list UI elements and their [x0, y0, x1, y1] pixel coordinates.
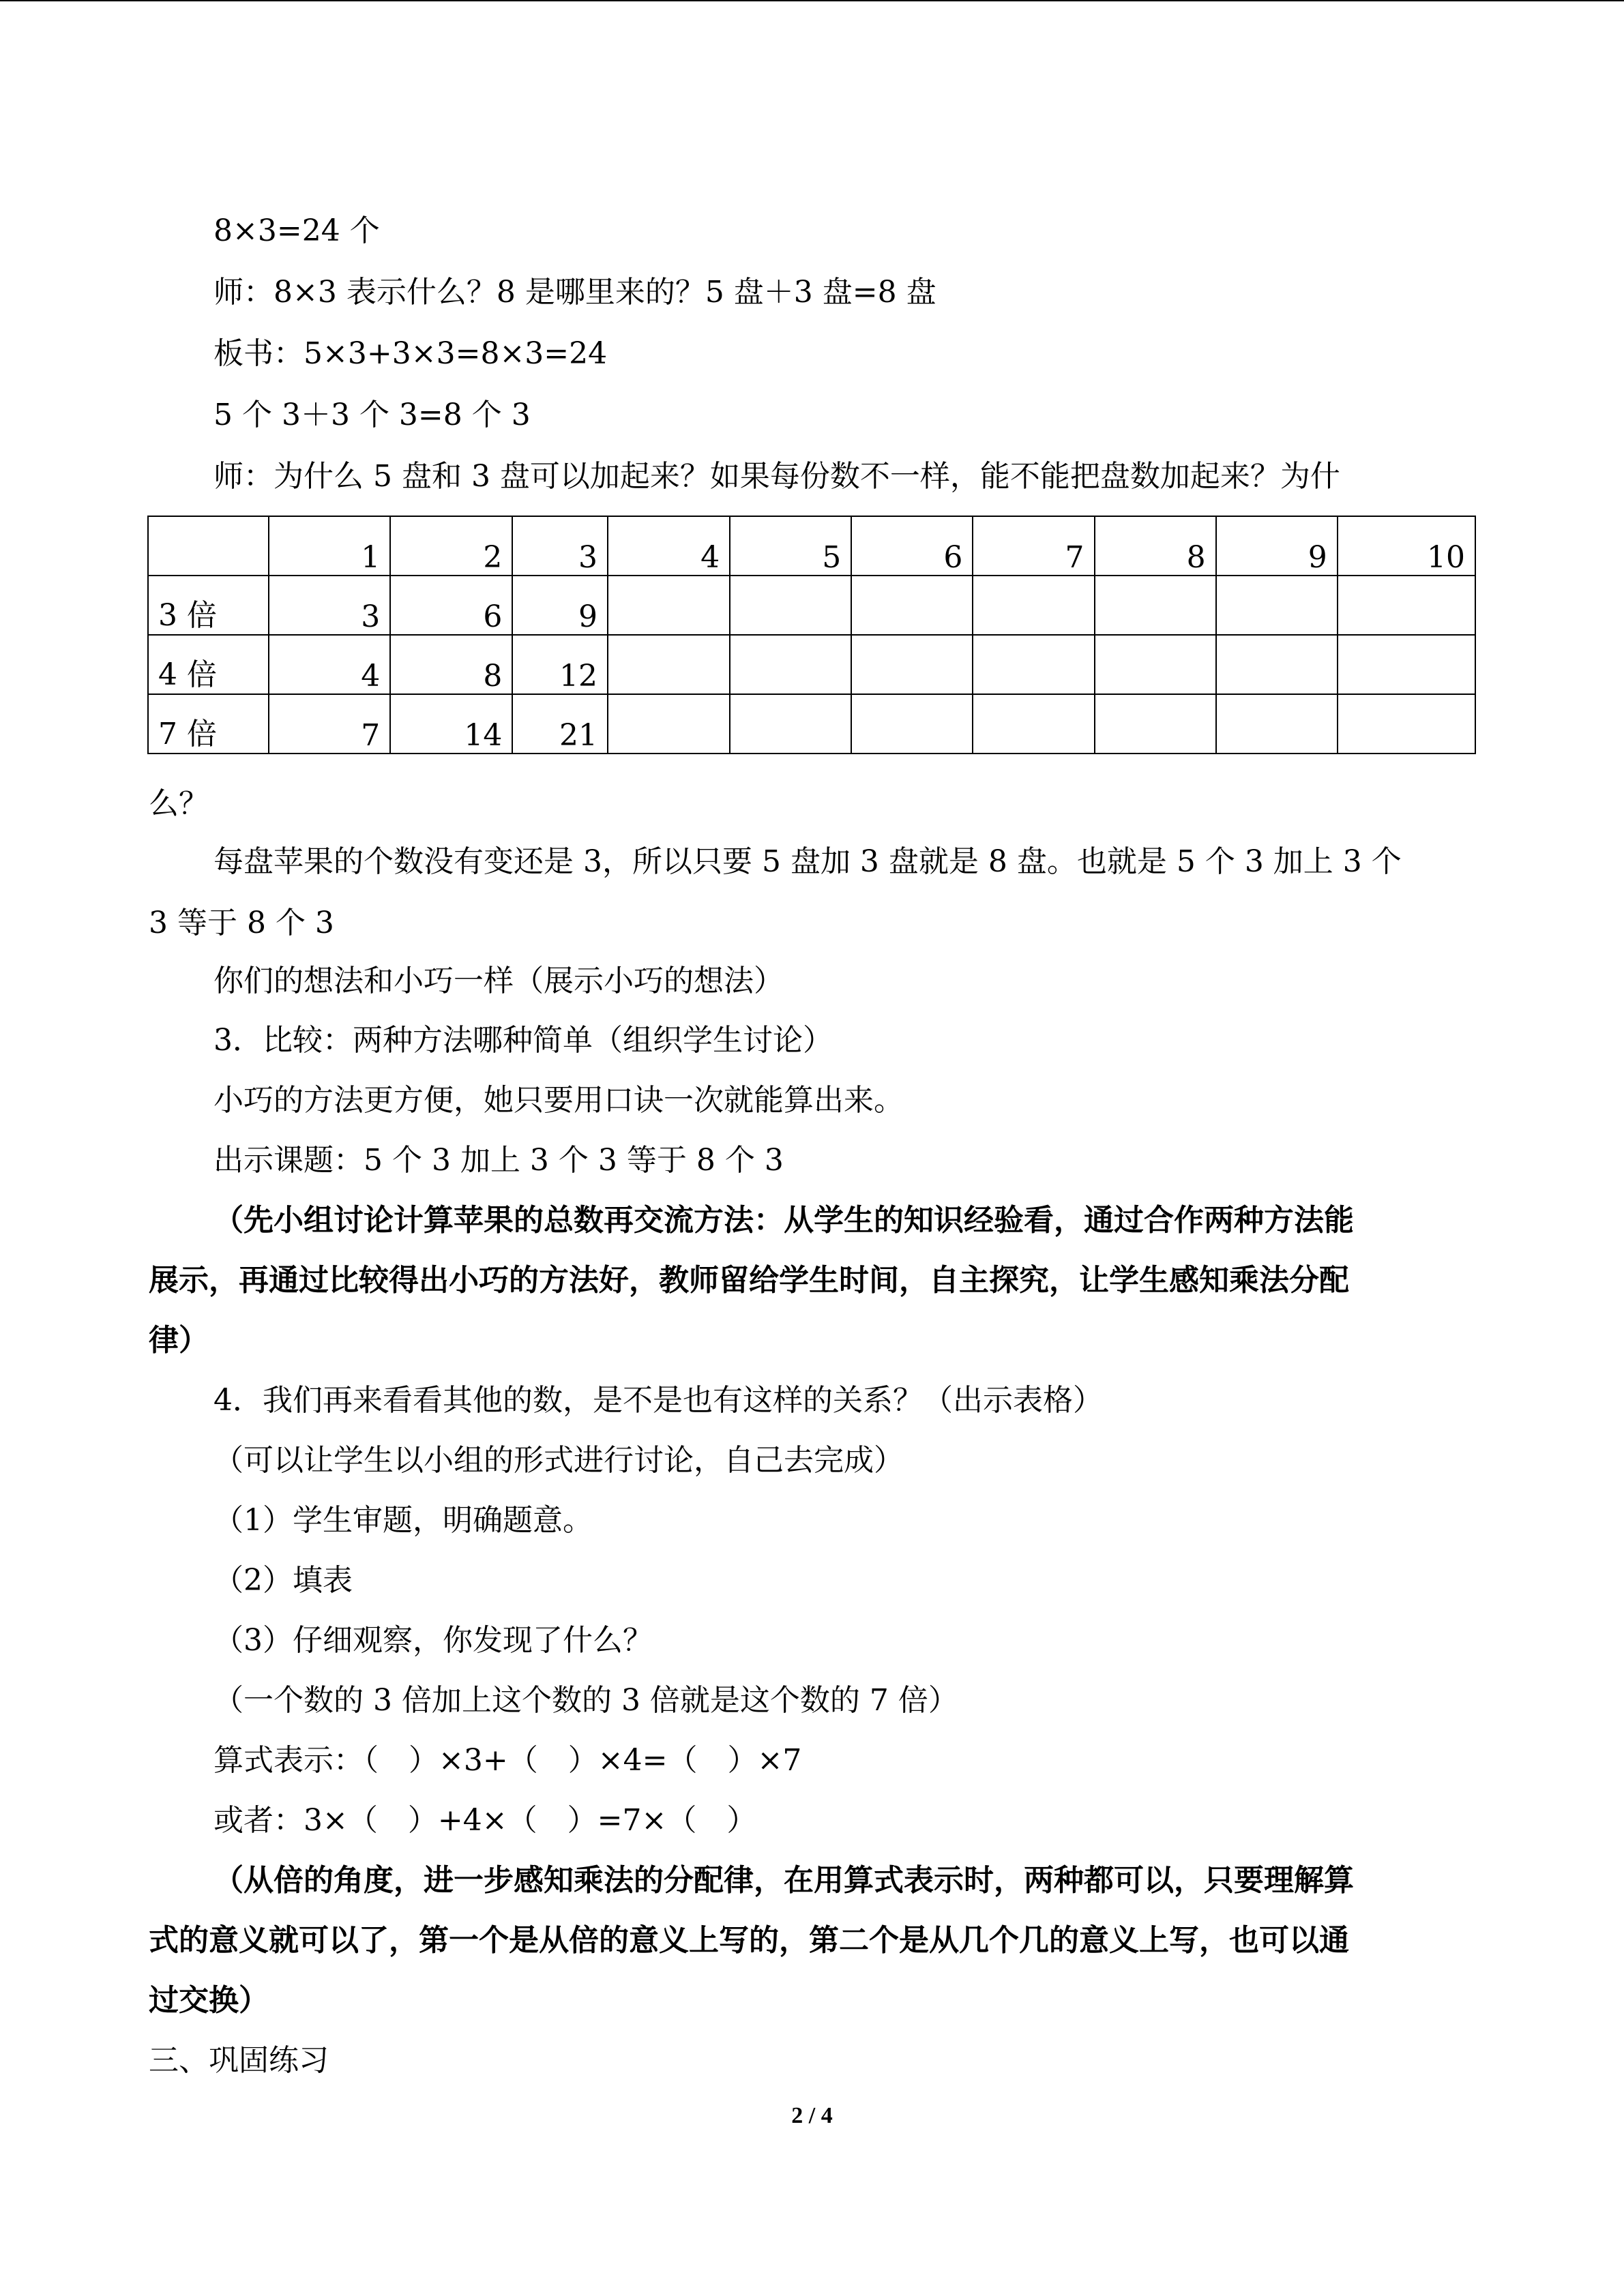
table-cell: [1095, 635, 1216, 694]
table-row-label: 3 倍: [148, 576, 269, 635]
table-cell: [1338, 694, 1475, 754]
table-header-cell: 8: [1095, 516, 1216, 576]
table-cell: [1095, 694, 1216, 754]
table-header-cell: 9: [1216, 516, 1338, 576]
table-header-cell: [148, 516, 269, 576]
text-line: （一个数的 3 倍加上这个数的 3 倍就是这个数的 7 倍）: [213, 1683, 958, 1718]
text-line: 展示，再通过比较得出小巧的方法好，教师留给学生时间，自主探究，让学生感知乘法分配: [149, 1263, 1349, 1298]
table-header-cell: 6: [851, 516, 973, 576]
table-header-cell: 1: [269, 516, 390, 576]
table-row: [148, 635, 1475, 694]
text-line: （先小组讨论计算苹果的总数再交流方法：从学生的知识经验看，通过合作两种方法能: [213, 1203, 1354, 1238]
text-line: 你们的想法和小巧一样（展示小巧的想法）: [213, 964, 784, 998]
text-line: 8×3=24 个: [213, 213, 380, 248]
text-line: 过交换）: [149, 1983, 269, 2018]
table-cell: [851, 694, 973, 754]
table-header-row: [148, 516, 1475, 576]
table-cell: 3: [269, 576, 390, 635]
table-header-cell: 4: [608, 516, 730, 576]
text-line: 3．比较：两种方法哪种简单（组织学生讨论）: [213, 1023, 833, 1058]
text-line: 师：为什么 5 盘和 3 盘可以加起来？如果每份数不一样，能不能把盘数加起来？为什: [213, 459, 1340, 494]
text-line: 算式表示：（ ）×3+（ ）×4=（ ）×7: [213, 1743, 802, 1778]
table-cell: [1216, 635, 1338, 694]
table-row-label: 4 倍: [148, 635, 269, 694]
multiplication-table: [147, 516, 1476, 754]
table-cell: 7: [269, 694, 390, 754]
text-line: 4．我们再来看看其他的数，是不是也有这样的关系？（出示表格）: [213, 1383, 1103, 1418]
text-line: （从倍的角度，进一步感知乘法的分配律，在用算式表示时，两种都可以，只要理解算: [213, 1863, 1354, 1898]
text-line: 3 等于 8 个 3: [149, 906, 334, 940]
table-cell: [1338, 576, 1475, 635]
text-line: 板书：5×3+3×3=8×3=24: [213, 336, 608, 371]
table-cell: [973, 635, 1094, 694]
text-line: 出示课题：5 个 3 加上 3 个 3 等于 8 个 3: [213, 1143, 784, 1178]
table-row-label: 7 倍: [148, 694, 269, 754]
table-cell: [730, 694, 851, 754]
text-line: 每盘苹果的个数没有变还是 3，所以只要 5 盘加 3 盘就是 8 盘。也就是 5 个 3 加上 3 个: [213, 844, 1402, 879]
table-cell: [730, 635, 851, 694]
table-cell: [1216, 576, 1338, 635]
text-line: 律）: [149, 1323, 209, 1358]
table-cell: [730, 576, 851, 635]
page-number: 2 / 4: [791, 2103, 833, 2128]
text-line: 5 个 3＋3 个 3=8 个 3: [213, 398, 531, 432]
table-cell: [608, 576, 730, 635]
table-cell: [1095, 576, 1216, 635]
text-line: 么？: [149, 786, 209, 821]
table-cell: 14: [390, 694, 512, 754]
table-cell: [851, 635, 973, 694]
text-line: （3）仔细观察，你发现了什么？: [213, 1623, 653, 1658]
table-cell: 9: [512, 576, 608, 635]
table-cell: [851, 576, 973, 635]
table-cell: 6: [390, 576, 512, 635]
table-cell: 21: [512, 694, 608, 754]
top-rule: [0, 0, 1624, 1]
table-header-cell: 3: [512, 516, 608, 576]
table-cell: [973, 694, 1094, 754]
table-row: [148, 576, 1475, 635]
table-cell: [1216, 694, 1338, 754]
table-header-cell: 7: [973, 516, 1094, 576]
table-cell: [608, 635, 730, 694]
text-line: 式的意义就可以了，第一个是从倍的意义上写的，第二个是从几个几的意义上写，也可以通: [149, 1923, 1349, 1958]
table-row: [148, 694, 1475, 754]
text-line: 三、巩固练习: [149, 2043, 329, 2078]
text-line: 或者：3×（ ）+4×（ ）=7×（ ）: [213, 1803, 757, 1838]
table-cell: 12: [512, 635, 608, 694]
table-cell: 8: [390, 635, 512, 694]
table-header-cell: 2: [390, 516, 512, 576]
table-cell: [1338, 635, 1475, 694]
text-line: （可以让学生以小组的形式进行讨论，自己去完成）: [213, 1443, 904, 1478]
table-cell: 4: [269, 635, 390, 694]
text-line: 师：8×3 表示什么？8 是哪里来的？5 盘＋3 盘=8 盘: [213, 275, 936, 310]
table-cell: [608, 694, 730, 754]
table-header-cell: 10: [1338, 516, 1475, 576]
table-cell: [973, 576, 1094, 635]
text-line: 小巧的方法更方便，她只要用口诀一次就能算出来。: [213, 1083, 904, 1118]
text-line: （2）填表: [213, 1563, 353, 1598]
table-header-cell: 5: [730, 516, 851, 576]
table-body: [148, 516, 1475, 754]
text-line: （1）学生审题，明确题意。: [213, 1503, 593, 1538]
